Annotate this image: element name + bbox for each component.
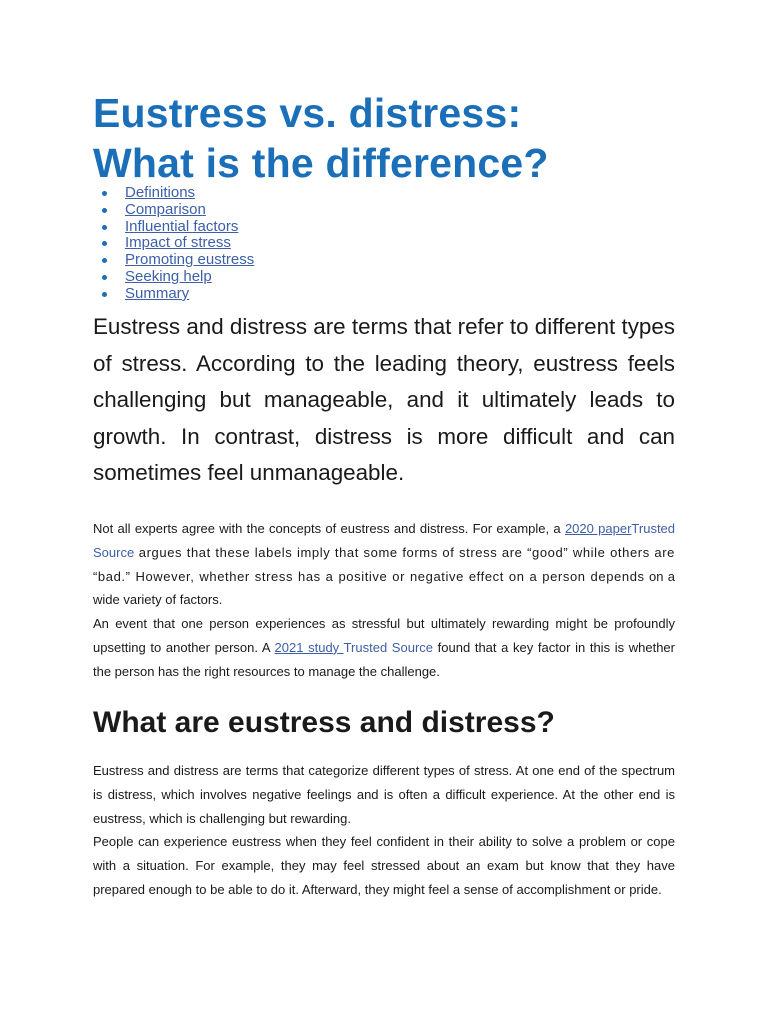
toc-item-influential-factors [93, 219, 254, 236]
toc-link-promoting-eustress[interactable]: Promoting eustress [125, 251, 255, 269]
title-line-2: What is the difference? [93, 140, 549, 186]
para1-text: Not all experts agree with the concepts of eustress and distress. For example, a [93, 521, 565, 536]
para2-text-cont: found that a key factor in this is whether the person has the right resources to manage the challenge. [93, 639, 675, 679]
toc-link-comparison[interactable]: Comparison [125, 200, 206, 218]
toc-item-definitions [93, 185, 254, 202]
toc-item-seeking-help [93, 269, 254, 286]
toc-link-definitions[interactable]: Definitions [125, 184, 196, 201]
toc-link-seeking-help[interactable]: Seeking help [125, 267, 212, 285]
link-2021-study[interactable]: 2021 study [274, 639, 344, 655]
toc-item-impact-of-stress [93, 235, 254, 252]
trusted-source-link[interactable]: Trusted Source [343, 639, 434, 655]
bullet-icon [102, 241, 107, 246]
para2-text: An event that one person experiences as stressful but ultimately rewarding might be profoundly upsetting to another person. A [93, 616, 675, 655]
para1-text-tail: on a wide variety of factors. [93, 568, 675, 608]
para1-text-cont: argues that these labels imply that some forms of stress are “good” while others are “bad.” However, whether stress has a positive or negative effect on a person depends [93, 544, 675, 584]
body-paragraph-2 [93, 612, 675, 683]
toc-item-promoting-eustress [93, 252, 254, 269]
table-of-contents [93, 185, 254, 303]
body-paragraph-3: Eustress and distress are terms that categorize different types of stress. At one end of the spectrum is distress, which involves negative feelings and is often a difficult experience. At the other end is eustress, which is challenging but rewarding. [93, 763, 675, 826]
link-2020-paper[interactable]: 2020 paper [564, 521, 632, 536]
bullet-icon [102, 292, 107, 297]
section-heading: What are eustress and distress? [93, 706, 555, 739]
toc-link-influential-factors[interactable]: Influential factors [125, 217, 239, 235]
body-paragraph-1 [93, 517, 675, 612]
bullet-icon [102, 275, 107, 280]
bullet-icon [102, 225, 107, 230]
toc-item-comparison [93, 202, 254, 219]
toc-link-impact-of-stress[interactable]: Impact of stress [125, 234, 231, 252]
bullet-icon [102, 208, 107, 213]
title-line-1: Eustress vs. distress: [93, 90, 522, 136]
page-title [93, 88, 693, 188]
body-paragraph-4: People can experience eustress when they feel confident in their ability to solve a problem or cope with a situation. For example, they may feel stressed about an exam but know that they have prepared enough to be able to do it. Afterward, they might feel a sense of accomplishment or pride. [93, 834, 675, 897]
trusted-source-link[interactable]: Trusted Source [93, 521, 676, 560]
intro-paragraph: Eustress and distress are terms that refer to different types of stress. According to the leading theory, eustress feels challenging but manageable, and it ultimately leads to growth. In contrast, distress is more difficult and can sometimes feel unmanageable. [93, 314, 676, 485]
toc-link-summary[interactable]: Summary [125, 284, 190, 302]
bullet-icon [102, 191, 107, 196]
toc-item-summary [93, 286, 254, 303]
bullet-icon [102, 258, 107, 263]
